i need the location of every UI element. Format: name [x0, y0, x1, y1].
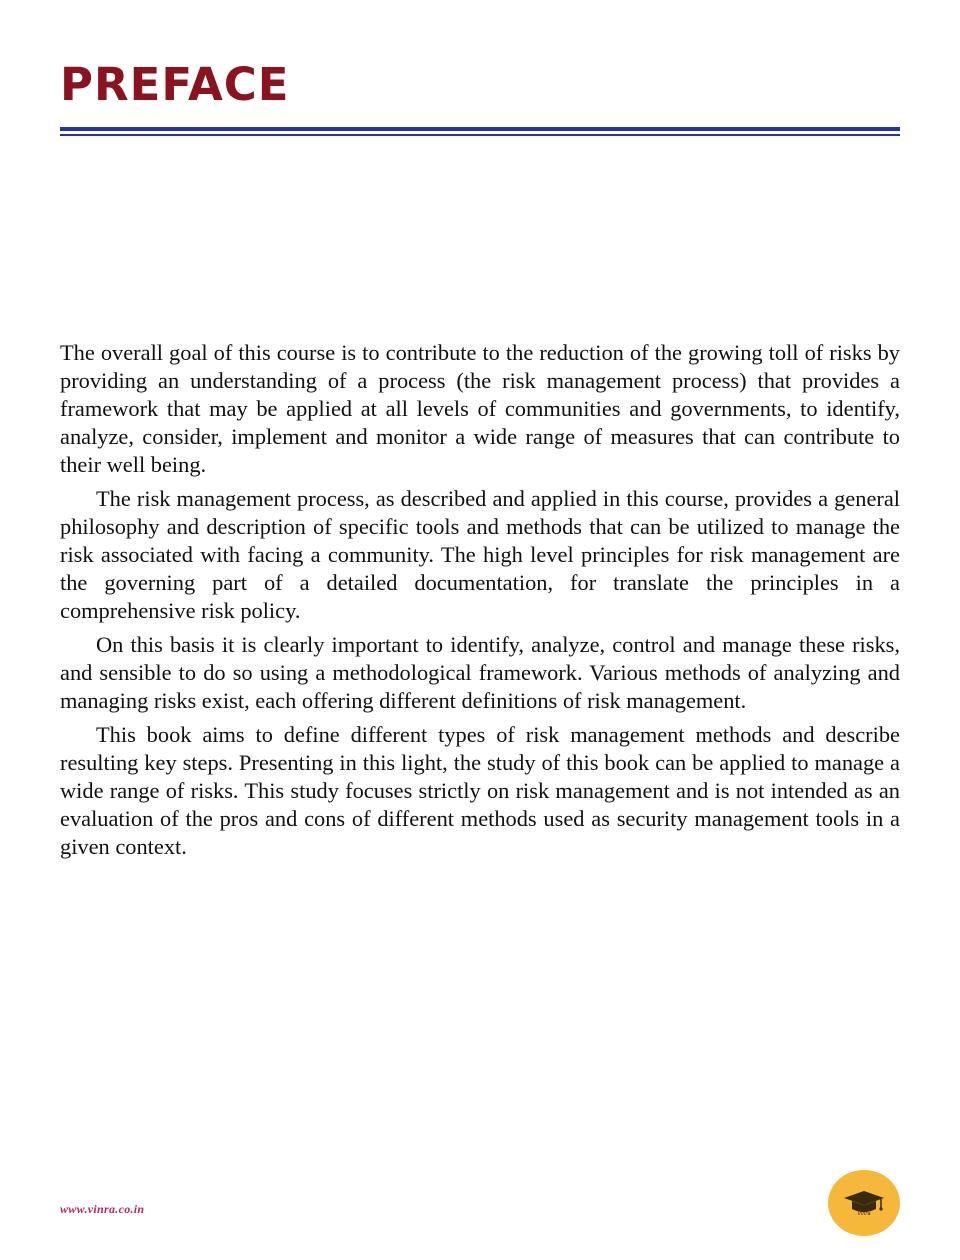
- preface-body: [60, 339, 900, 867]
- footer-website-link[interactable]: www.vinra.co.in: [60, 1202, 145, 1216]
- publisher-logo: [828, 1170, 900, 1236]
- title-underline-thin: [60, 134, 900, 136]
- paragraph-4: This book aims to define different types of risk management methods and describe resulting key steps. Presenting in this light, the study of this book can be applied to manage a wide range of risks. This study focuses strictly on risk management and is not intended as an evaluation of the pros and cons of different methods used as security management tools in a given context.: [60, 722, 900, 859]
- paragraph-2: The risk management process, as described and applied in this course, provides a general philosophy and description of specific tools and methods that can be utilized to manage the risk associated with facing a community. The high level principles for risk management are the governing part of a detailed documentation, for translate the principles in a comprehensive risk policy.: [60, 486, 900, 623]
- paragraph-3: On this basis it is clearly important to identify, analyze, control and manage these risks, and sensible to do so using a methodological framework. Various methods of analyzing and managing risks exist, each offering different definitions of risk management.: [60, 632, 900, 713]
- graduation-cap-icon: [828, 1170, 900, 1236]
- page-title: PREFACE: [60, 58, 290, 111]
- logo-wordmark: Vinra: [857, 1211, 871, 1217]
- title-underline-thick: [60, 127, 900, 131]
- paragraph-1: The overall goal of this course is to contribute to the reduction of the growing toll of risks by providing an understanding of a process (the risk management process) that provides a framework that may be applied at all levels of communities and governments, to identify, analyze, consider, implement and monitor a wide range of measures that can contribute to their well being.: [60, 340, 900, 477]
